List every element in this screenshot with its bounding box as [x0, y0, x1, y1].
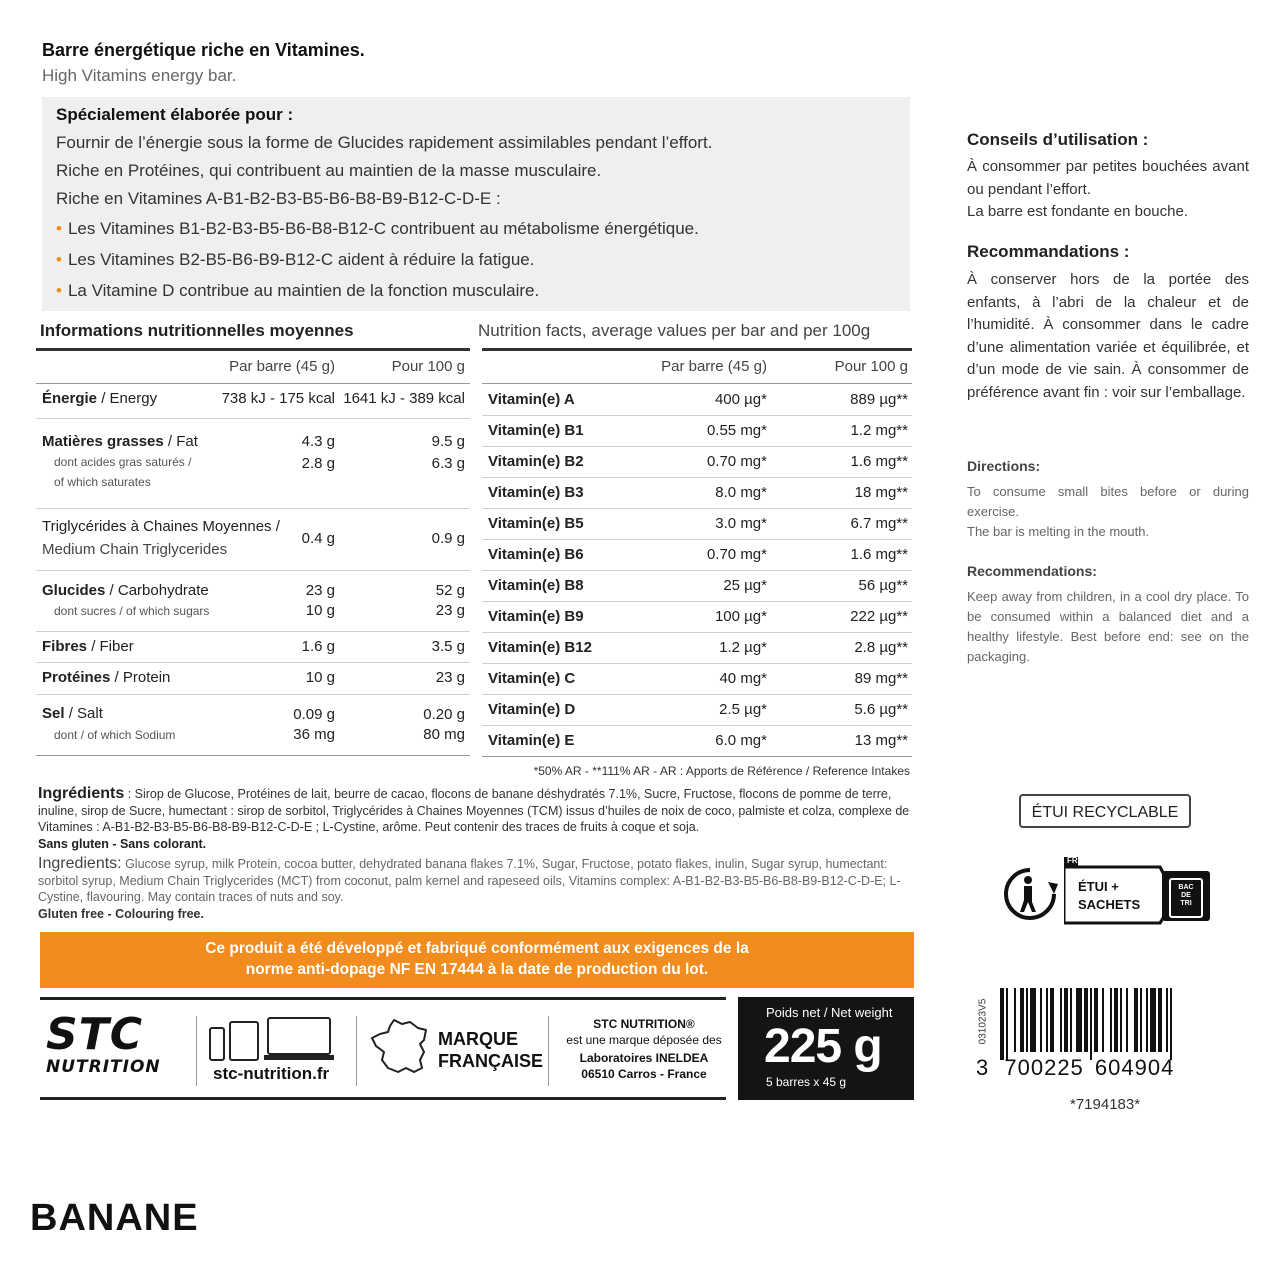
fat-sub-label: dont acides gras saturés / [54, 455, 192, 469]
vitamin-per-100g: 1.6 mg** [850, 453, 908, 470]
ingredients-fr-label: Ingrédients [38, 785, 125, 802]
salt-label: Sel / Salt [42, 705, 103, 722]
barcode-bar [1060, 988, 1062, 1052]
barcode-bar [1084, 988, 1088, 1052]
vitamin-per-bar: 1.2 µg* [719, 639, 767, 656]
table-rule [482, 756, 912, 757]
france-map-icon [370, 1018, 430, 1081]
benefit-line: Fournir de l’énergie sous la forme de Glucides rapidement assimilables pendant l’effort. [56, 133, 713, 152]
vitamin-per-100g: 13 mg** [854, 732, 908, 749]
energy-label: Énergie / Energy [42, 390, 158, 407]
mct-label: Triglycérides à Chaines Moyennes / [42, 518, 280, 535]
barcode-bar [1064, 988, 1068, 1052]
product-title: Barre énergétique riche en Vitamines. [42, 40, 365, 60]
product-subtitle: High Vitamins energy bar. [42, 66, 237, 85]
saturates-bar: 2.8 g [301, 455, 335, 472]
table-rule [36, 662, 470, 663]
bullet-dot-icon: • [56, 281, 62, 300]
vitamin-per-bar: 2.5 µg* [719, 701, 767, 718]
table-rule [36, 631, 470, 632]
fat-100g: 9.5 g [431, 433, 465, 450]
usage-text: À consommer par petites bouchées avant ou pendant l’effort. La barre est fondante en bouche. [967, 158, 1249, 220]
col-header-bar: Par barre (45 g) [229, 358, 335, 375]
net-weight-label: Poids net / Net weight [766, 1005, 893, 1020]
ingredients-en-label: Ingredients: [38, 855, 122, 872]
barcode-side-code: 031023V5 [977, 998, 989, 1045]
energy-bar: 738 kJ - 175 kcal [221, 390, 335, 407]
table-rule [482, 383, 912, 384]
ingredients-fr [38, 786, 914, 852]
net-weight-value: 225 g [764, 1020, 882, 1073]
table-rule [482, 570, 912, 571]
recommandations-text: À conserver hors de la portée des enfants, à l’abri de la chaleur et de l’humidité. À consommer dans le cadre d’une alimentation variée et équilibrée, et d’un mode de vie sain. À consommer de préférence avant fin : voir sur l’emballage. [967, 271, 1249, 401]
ingredients-fr-text: : Sirop de Glucose, Protéines de lait, beurre de cacao, flocons de banane déshydratés 7.1%, Sucre, Fructose, flocons de pomme de terre, inuline, sirop de Sucre, humectant : sirop de sorbitol, Triglycérides à Chaines Moyennes (TCM) issus d’huiles de noix de coco, palmiste et colza, complexe de Vitamines : A-B1-B2-B3-B5-B6-B8-B9-B12-C-D-E ; L-Cystine, arôme. Peut contenir des traces de fruits à coque et soja. [38, 787, 910, 834]
table-rule [36, 383, 470, 384]
protein-label: Protéines / Protein [42, 669, 171, 686]
table-rule [36, 694, 470, 695]
barcode-bar [1040, 988, 1042, 1052]
carbs-bar: 23 g [305, 582, 335, 599]
directions-text: To consume small bites before or during exercise. The bar is melting in the mouth. [967, 484, 1249, 539]
benefit-bullet: • La Vitamine D contribue au maintien de la fonction musculaire. [56, 281, 540, 300]
barcode-bar [1030, 988, 1036, 1052]
net-weight-box [738, 997, 914, 1100]
table-rule [482, 694, 912, 695]
vitamin-name: Vitamin(e) B12 [488, 639, 592, 656]
nutrition-heading-en: Nutrition facts, average values per bar and per 100g [478, 321, 871, 340]
barcode-digits: 3 700225 604904 [976, 1055, 1175, 1080]
barcode-bar [1014, 988, 1016, 1052]
barcode-bar [1050, 988, 1054, 1052]
vitamin-per-100g: 1.6 mg** [850, 546, 908, 563]
energy-100g: 1641 kJ - 389 kcal [343, 390, 465, 407]
divider [196, 1016, 197, 1086]
col-header-100g: Pour 100 g [391, 358, 465, 375]
directions-title: Directions: [967, 458, 1041, 474]
vitamin-name: Vitamin(e) B5 [488, 515, 584, 532]
barcode-bar [1114, 988, 1118, 1052]
brand-rule-top [40, 997, 726, 1000]
brand-rule-bottom [40, 1097, 726, 1100]
table-rule [482, 508, 912, 509]
barcode-bar [1026, 988, 1028, 1052]
vitamin-per-bar: 0.70 mg* [706, 453, 767, 470]
bullet-dot-icon: • [56, 250, 62, 269]
table-rule [482, 601, 912, 602]
vitamin-per-bar: 0.70 mg* [706, 546, 767, 563]
recommendations-en-title: Recommendations: [967, 563, 1097, 579]
antidoping-line-2: norme anti-dopage NF EN 17444 à la date de production du lot. [245, 961, 709, 978]
mct-100g: 0.9 g [431, 530, 465, 547]
vitamin-per-bar: 3.0 mg* [715, 515, 767, 532]
table-rule [36, 570, 470, 571]
ingredients-en-text: Glucose syrup, milk Protein, cocoa butter, dehydrated banana flakes 7.1%, Sugar, Fructose, potato flakes, inulin, Sugar syrup, humectant: sorbitol syrup, Medium Chain Triglycerides (MCT) from coconut, palm kernel and rapeseed oils, Vitamins complex: A-B1-B2-B3-B5-B6-B8-B9-B12-C-D-E; L-Cystine, flavouring. May contain traces of nuts and soy. [38, 857, 901, 904]
barcode-bar [1150, 988, 1156, 1052]
stc-logo-text: STC [46, 1009, 143, 1060]
table-rule [36, 348, 470, 351]
fr-tag: FR [1067, 856, 1078, 865]
barcode-bar [1120, 988, 1122, 1052]
salt-bar: 0.09 g [293, 706, 335, 723]
vitamin-name: Vitamin(e) B3 [488, 484, 584, 501]
table-rule [482, 348, 912, 351]
net-weight-detail: 5 barres x 45 g [766, 1075, 847, 1089]
barcode [998, 988, 1243, 1060]
vitamin-per-100g: 18 mg** [854, 484, 908, 501]
barcode-bar [1158, 988, 1162, 1052]
vitamin-name: Vitamin(e) B1 [488, 422, 584, 439]
barcode-bar [1046, 988, 1048, 1052]
vitamin-name: Vitamin(e) B2 [488, 453, 584, 470]
ingredients-en [38, 856, 914, 922]
table-rule [482, 415, 912, 416]
company-info: STC NUTRITION® est une marque déposée des Laboratoires INELDEA 06510 Carros - France [566, 1017, 722, 1081]
fat-sub-label-en: of which saturates [54, 475, 151, 489]
barcode-bar [1020, 988, 1024, 1052]
recyclable-box-label: ÉTUI RECYCLABLE [1019, 794, 1191, 828]
sugars-label: dont sucres / of which sugars [54, 604, 210, 618]
barcode-bar [1070, 988, 1072, 1052]
benefit-line: Riche en Vitamines A-B1-B2-B3-B5-B6-B8-B9-B12-C-D-E : [56, 189, 501, 208]
col-header-bar: Par barre (45 g) [661, 358, 767, 375]
sugars-bar: 10 g [305, 602, 335, 619]
benefit-bullet: • Les Vitamines B2-B5-B6-B9-B12-C aident à réduire la fatigue. [56, 250, 535, 269]
salt-100g: 0.20 g [423, 706, 465, 723]
table-rule [482, 632, 912, 633]
vitamin-per-100g: 2.8 µg** [854, 639, 908, 656]
fiber-100g: 3.5 g [431, 638, 465, 655]
barcode-side-code-wrap [976, 990, 990, 1060]
antidoping-line-1: Ce produit a été développé et fabriqué conformément aux exigences de la [205, 940, 749, 957]
mct-bar: 0.4 g [301, 530, 335, 547]
col-header-100g: Pour 100 g [834, 358, 908, 375]
table-rule [482, 477, 912, 478]
sodium-100g: 80 mg [423, 726, 465, 743]
barcode-bar [1140, 988, 1142, 1052]
protein-100g: 23 g [435, 669, 465, 686]
etui-sachets-label: ÉTUI + SACHETS [1078, 879, 1141, 912]
barcode-bar [1134, 988, 1138, 1052]
table-rule [482, 725, 912, 726]
vitamin-per-bar: 100 µg* [714, 608, 767, 625]
stc-logo-sub: NUTRITION [46, 1057, 161, 1077]
reference-intakes-note: *50% AR - **111% AR - AR : Apports de Référence / Reference Intakes [533, 764, 910, 778]
vitamin-name: Vitamin(e) A [488, 391, 575, 408]
vitamin-per-100g: 5.6 µg** [854, 701, 908, 718]
barcode-bar [1102, 988, 1104, 1052]
recommandations-title: Recommandations : [967, 242, 1130, 261]
barcode-bar [1170, 988, 1172, 1060]
benefit-bullet: • Les Vitamines B1-B2-B3-B5-B6-B8-B12-C contribuent au métabolisme énergétique. [56, 219, 699, 238]
nutrition-heading-fr: Informations nutritionnelles moyennes [40, 321, 354, 340]
vitamin-per-100g: 56 µg** [858, 577, 908, 594]
fat-label: Matières grasses / Fat [42, 433, 198, 450]
vitamin-per-bar: 400 µg* [714, 391, 767, 408]
stc-logo [46, 1009, 186, 1083]
vitamin-per-bar: 8.0 mg* [715, 484, 767, 501]
vitamin-per-100g: 6.7 mg** [850, 515, 908, 532]
fiber-bar: 1.6 g [301, 638, 335, 655]
barcode-bar [1090, 988, 1092, 1060]
benefits-panel [42, 97, 910, 311]
carbs-100g: 52 g [435, 582, 465, 599]
fat-bar: 4.3 g [301, 433, 335, 450]
triman-icon [1002, 866, 1058, 927]
fiber-label: Fibres / Fiber [42, 638, 134, 655]
marque-francaise: MARQUE FRANÇAISE [438, 1029, 544, 1071]
ingredients-fr-free: Sans gluten - Sans colorant. [38, 836, 207, 851]
website-link[interactable]: stc-nutrition.fr [213, 1064, 330, 1083]
vitamin-name: Vitamin(e) D [488, 701, 576, 718]
vitamin-per-bar: 25 µg* [723, 577, 767, 594]
barcode-bar [1166, 988, 1168, 1052]
barcode-bar [1126, 988, 1128, 1052]
vitamin-per-100g: 1.2 mg** [850, 422, 908, 439]
table-rule [36, 755, 470, 756]
protein-bar: 10 g [305, 669, 335, 686]
usage-title: Conseils d’utilisation : [967, 130, 1149, 149]
vitamin-per-100g: 222 µg** [850, 608, 908, 625]
vitamin-per-bar: 0.55 mg* [706, 422, 767, 439]
vitamin-name: Vitamin(e) B6 [488, 546, 584, 563]
vitamin-per-100g: 89 mg** [854, 670, 908, 687]
barcode-bar [1110, 988, 1112, 1052]
vitamin-per-100g: 889 µg** [850, 391, 908, 408]
divider [548, 1016, 549, 1086]
barcode-bar [1006, 988, 1008, 1060]
table-rule [36, 418, 470, 419]
vitamin-per-bar: 40 mg* [719, 670, 767, 687]
benefit-line: Riche en Protéines, qui contribuent au maintien de la masse musculaire. [56, 161, 602, 180]
benefits-heading: Spécialement élaborée pour : [56, 105, 294, 124]
antidoping-banner [40, 932, 914, 988]
saturates-100g: 6.3 g [431, 455, 465, 472]
barcode-bar [1000, 988, 1004, 1060]
vitamin-name: Vitamin(e) B8 [488, 577, 584, 594]
barcode-bar [1146, 988, 1148, 1052]
product-ref: *7194183* [1070, 1096, 1141, 1113]
divider [356, 1016, 357, 1086]
devices-icon [208, 1014, 338, 1069]
vitamin-per-bar: 6.0 mg* [715, 732, 767, 749]
sodium-label: dont / of which Sodium [54, 728, 176, 742]
ingredients-en-free: Gluten free - Colouring free. [38, 906, 204, 921]
recommendations-en-text: Keep away from children, in a cool dry place. To be consumed within a balanced diet and a healthy lifestyle. Best before end: see on the packaging. [967, 589, 1249, 664]
sugars-100g: 23 g [435, 602, 465, 619]
flavor-name: BANANE [30, 1197, 199, 1239]
bac-de-tri-label: BAC DE TRI [1178, 884, 1194, 907]
barcode-bar [1076, 988, 1082, 1052]
vitamin-name: Vitamin(e) B9 [488, 608, 584, 625]
sodium-bar: 36 mg [293, 726, 335, 743]
table-rule [482, 539, 912, 540]
carbs-label: Glucides / Carbohydrate [42, 582, 209, 599]
table-rule [36, 508, 470, 509]
bullet-dot-icon: • [56, 219, 62, 238]
table-rule [482, 663, 912, 664]
mct-label-en: Medium Chain Triglycerides [42, 541, 228, 558]
vitamin-name: Vitamin(e) C [488, 670, 576, 687]
table-rule [482, 446, 912, 447]
vitamin-name: Vitamin(e) E [488, 732, 575, 749]
barcode-bar [1094, 988, 1098, 1052]
